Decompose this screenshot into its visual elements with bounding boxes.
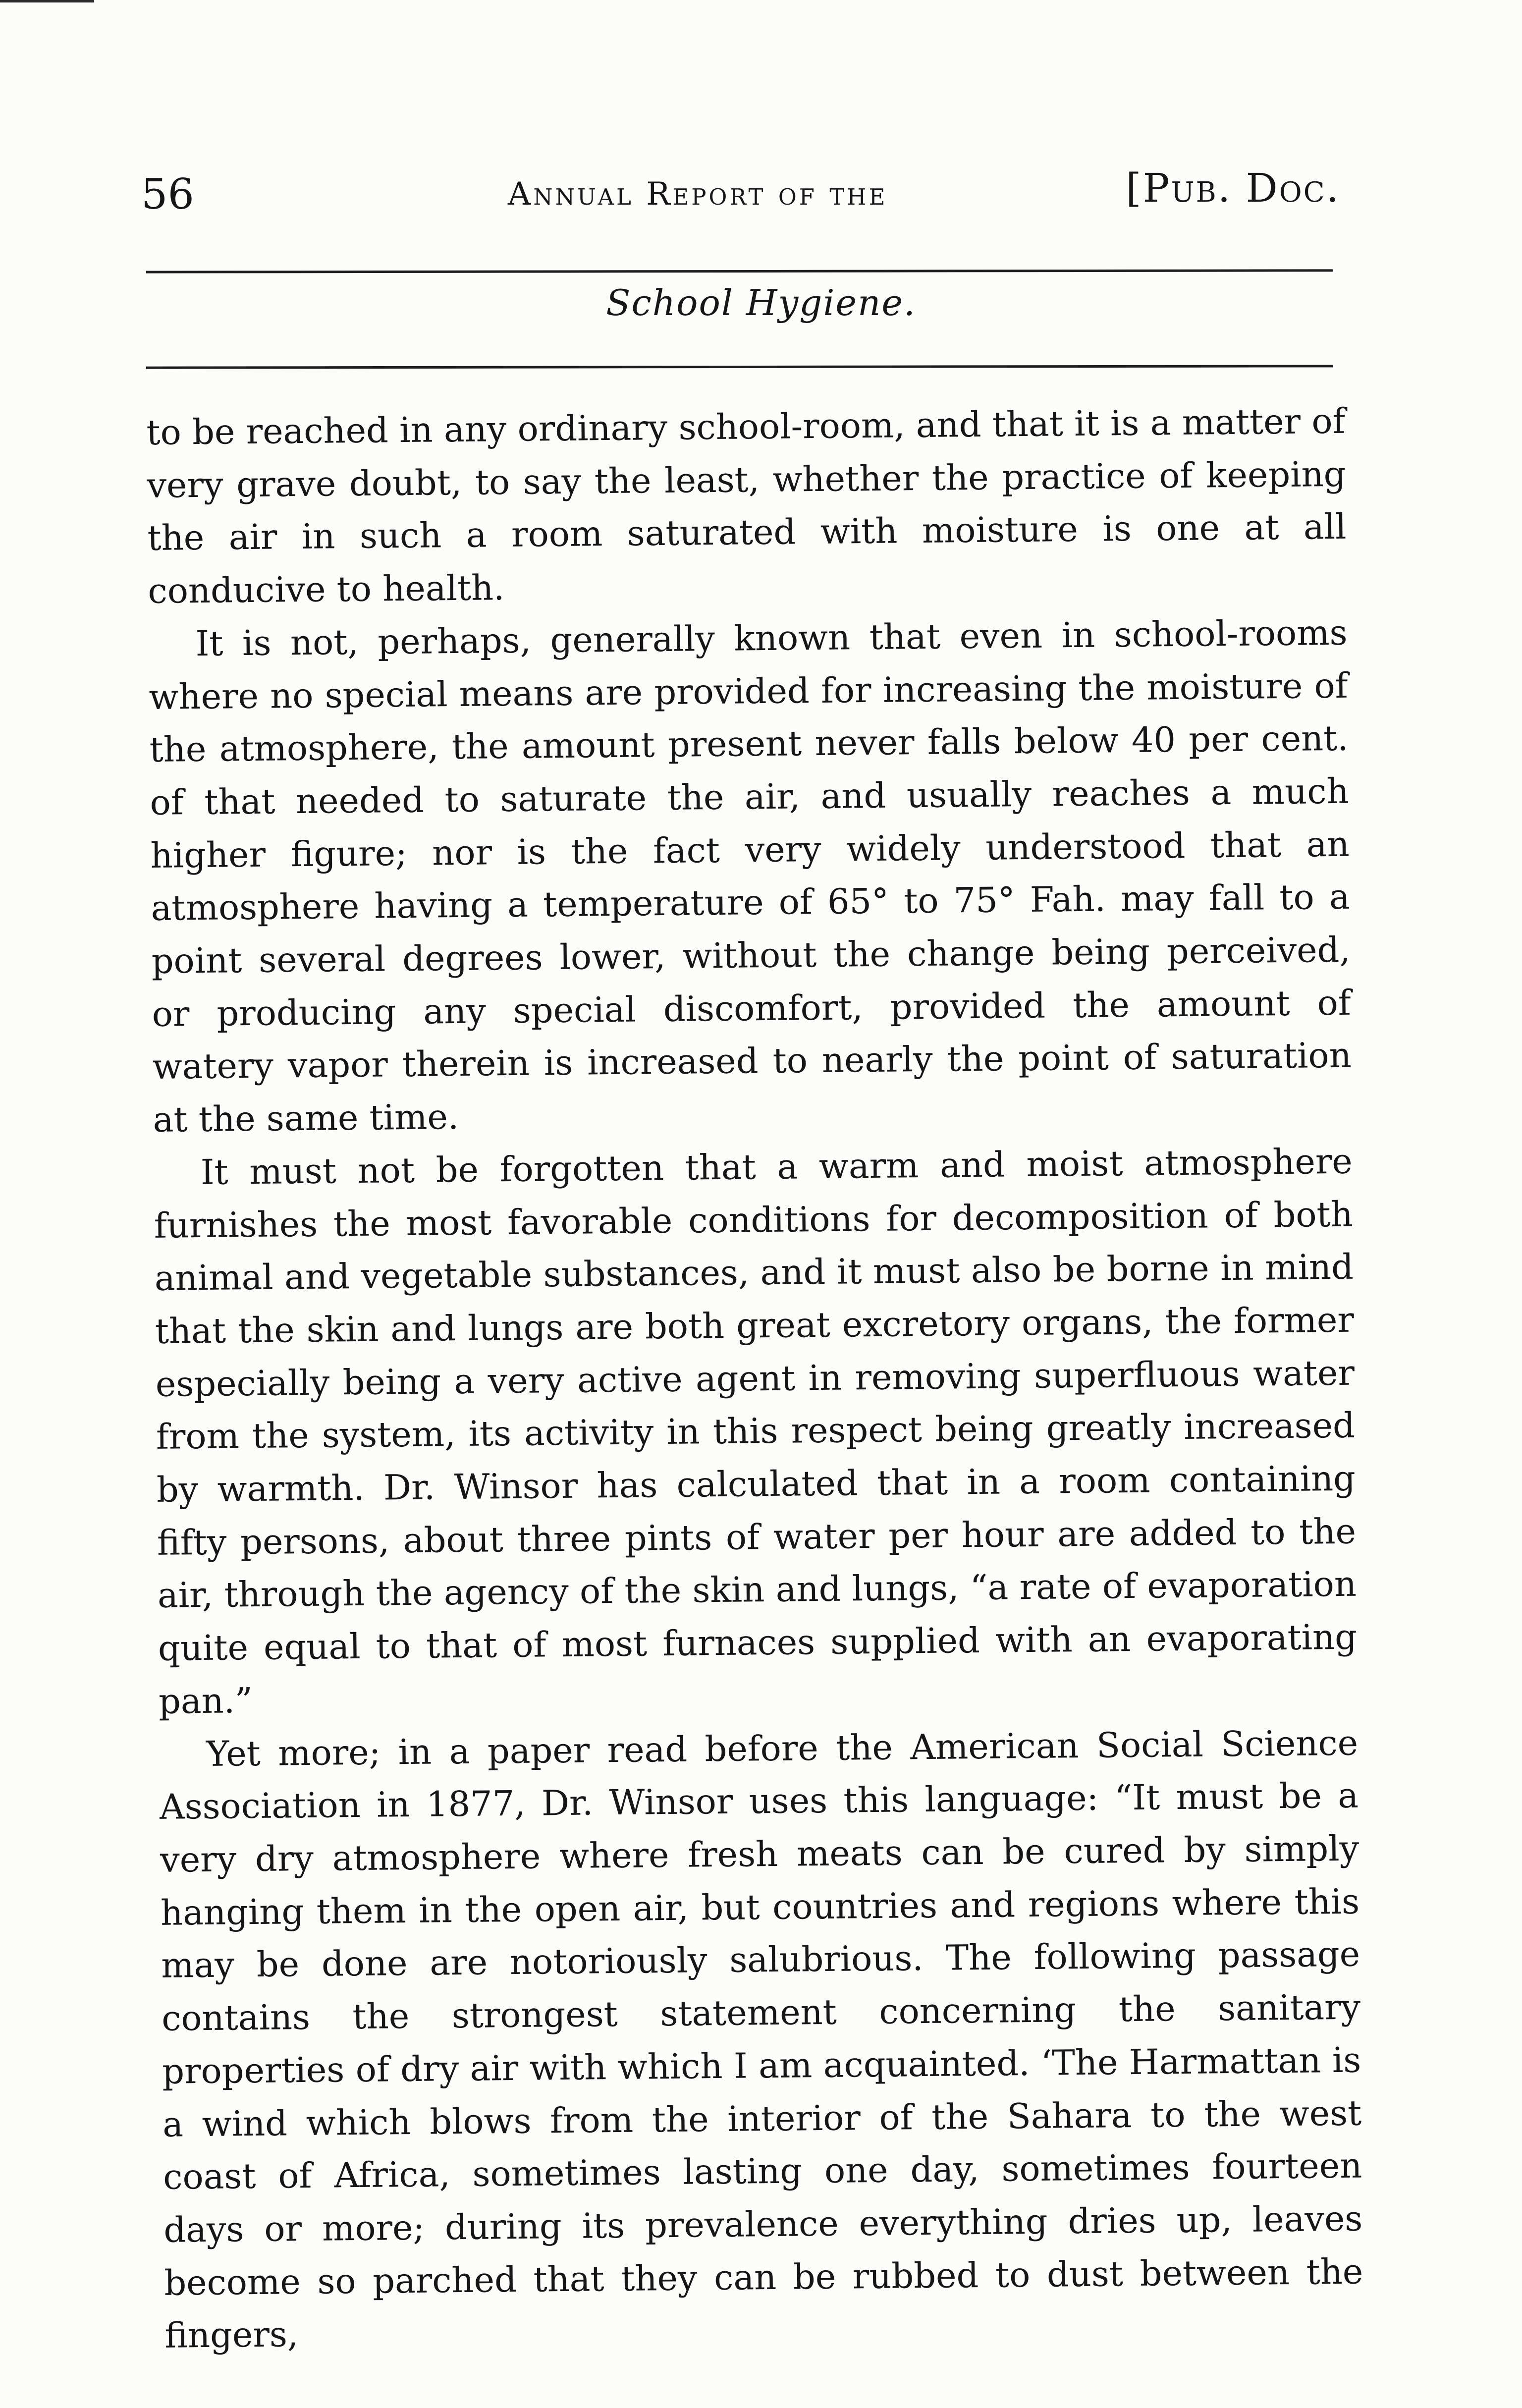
body-text [146, 395, 1364, 2362]
header-rule-top [146, 269, 1333, 273]
paragraph: It is not, perhaps, generally known that even in school-rooms where no special means are provided for increasing the moisture of the atmosphere, the amount present never falls below 40 per cent. of that needed to saturate the air, and usually reaches a much higher figure; nor is the fact very widely understood that an atmosphere having a temperature of 65° to 75° Fah. may fall to a point several degrees lower, without the change being perceived, or producing any special discomfort, provided the amount of watery vapor therein is increased to nearly the point of saturation at the same time. [149, 612, 1352, 1141]
document-reference: [Pub. Doc. [1126, 165, 1340, 211]
section-title: School Hygiene. [606, 282, 916, 324]
running-header [141, 164, 1340, 223]
paragraph: It must not be forgotten that a warm and moist atmosphere furnishes the most favorable conditions for decomposition of both animal and vegetable substances, and it must also be borne in mind that the skin and lungs are both great excretory organs, the former especially being a very active agent in removing superfluous water from the system, its activity in this respect being greatly increased by warmth. Dr. Winsor has calculated that in a room containing fifty persons, about three pints of water per hour are added to the air, through the agency of the skin and lungs, “a rate of evaporation quite equal to that of most furnaces supplied with an evaporating pan.” [154, 1141, 1358, 1722]
running-title: Annual Report of the [508, 176, 888, 213]
paragraph-continued: to be reached in any ordinary school-room, and that it is a matter of very grave doubt, to say the least, whether the practice of keeping the air in such a room saturated with moisture is one at all conducive to health. [146, 400, 1347, 612]
page-number: 56 [141, 170, 194, 219]
header-rule-bottom [146, 365, 1333, 369]
paragraph: Yet more; in a paper read before the American Social Science Association in 1877, Dr. Winsor uses this language: “It must be a very dry atmosphere where fresh meats can be cured by simply hanging them in the open air, but countries and regions where this may be done are notoriously salubrious. The following passage contains the strongest statement concerning the sanitary properties of dry air with which I am acquainted. ‘The Harmattan is a wind which blows from the interior of the Sahara to the west coast of Africa, sometimes lasting one day, sometimes fourteen days or more; during its prevalence everything dries up, leaves become so parched that they can be rubbed to dust between the fingers, [159, 1722, 1363, 2356]
page-edge-mark [0, 0, 94, 2]
